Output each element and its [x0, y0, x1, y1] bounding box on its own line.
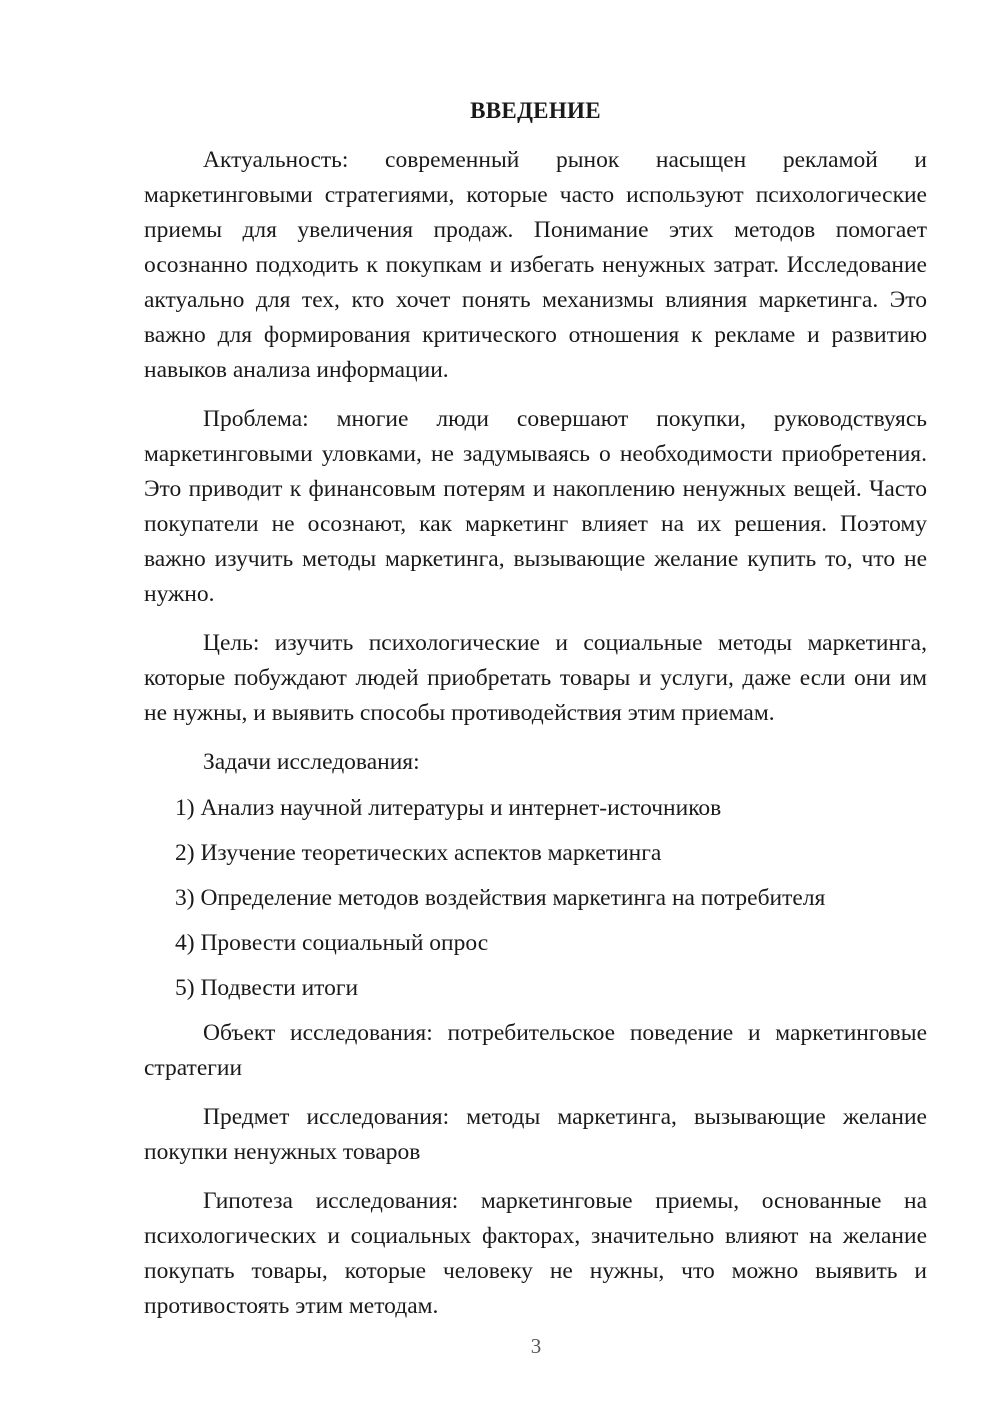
- tasks-list: [144, 791, 927, 1006]
- relevance-paragraph: Актуальность: современный рынок насыщен рекламой и маркетинговыми стратегиями, которые часто используют психологические приемы для увеличения продаж. Понимание этих методов помогает осознанно подходить к покупкам и избегать ненужных затрат. Исследование актуально для тех, кто хочет понять механизмы влияния маркетинга. Это важно для формирования критического отношения к рекламе и развитию навыков анализа информации.: [144, 147, 927, 383]
- task-item: 1) Анализ научной литературы и интернет-источников: [175, 795, 722, 821]
- subject-paragraph: Предмет исследования: методы маркетинга, вызывающие желание покупки ненужных товаров: [144, 1104, 927, 1165]
- page-content: [144, 93, 927, 1338]
- task-item: 4) Провести социальный опрос: [175, 930, 489, 956]
- page-number: 3: [530, 1334, 542, 1358]
- task-item: 3) Определение методов воздействия маркетинга на потребителя: [175, 885, 826, 911]
- page-title: ВВЕДЕНИЕ: [470, 98, 601, 123]
- hypothesis-paragraph: Гипотеза исследования: маркетинговые приемы, основанные на психологических и социальных факторах, значительно влияют на желание покупать товары, которые человеку не нужны, что можно выявить и противостоять этим методам.: [144, 1188, 927, 1319]
- task-item: 2) Изучение теоретических аспектов маркетинга: [175, 840, 662, 866]
- task-item: 5) Подвести итоги: [175, 975, 359, 1001]
- goal-paragraph: Цель: изучить психологические и социальные методы маркетинга, которые побуждают людей приобретать товары и услуги, даже если они им не нужны, и выявить способы противодействия этим приемам.: [144, 630, 927, 726]
- tasks-title: Задачи исследования:: [203, 749, 420, 775]
- problem-paragraph: Проблема: многие люди совершают покупки, руководствуясь маркетинговыми уловками, не задумываясь о необходимости приобретения. Это приводит к финансовым потерям и накоплению ненужных вещей. Часто покупатели не осознают, как маркетинг влияет на их решения. Поэтому важно изучить методы маркетинга, вызывающие желание купить то, что не нужно.: [144, 406, 927, 607]
- object-paragraph: Объект исследования: потребительское поведение и маркетинговые стратегии: [144, 1020, 927, 1081]
